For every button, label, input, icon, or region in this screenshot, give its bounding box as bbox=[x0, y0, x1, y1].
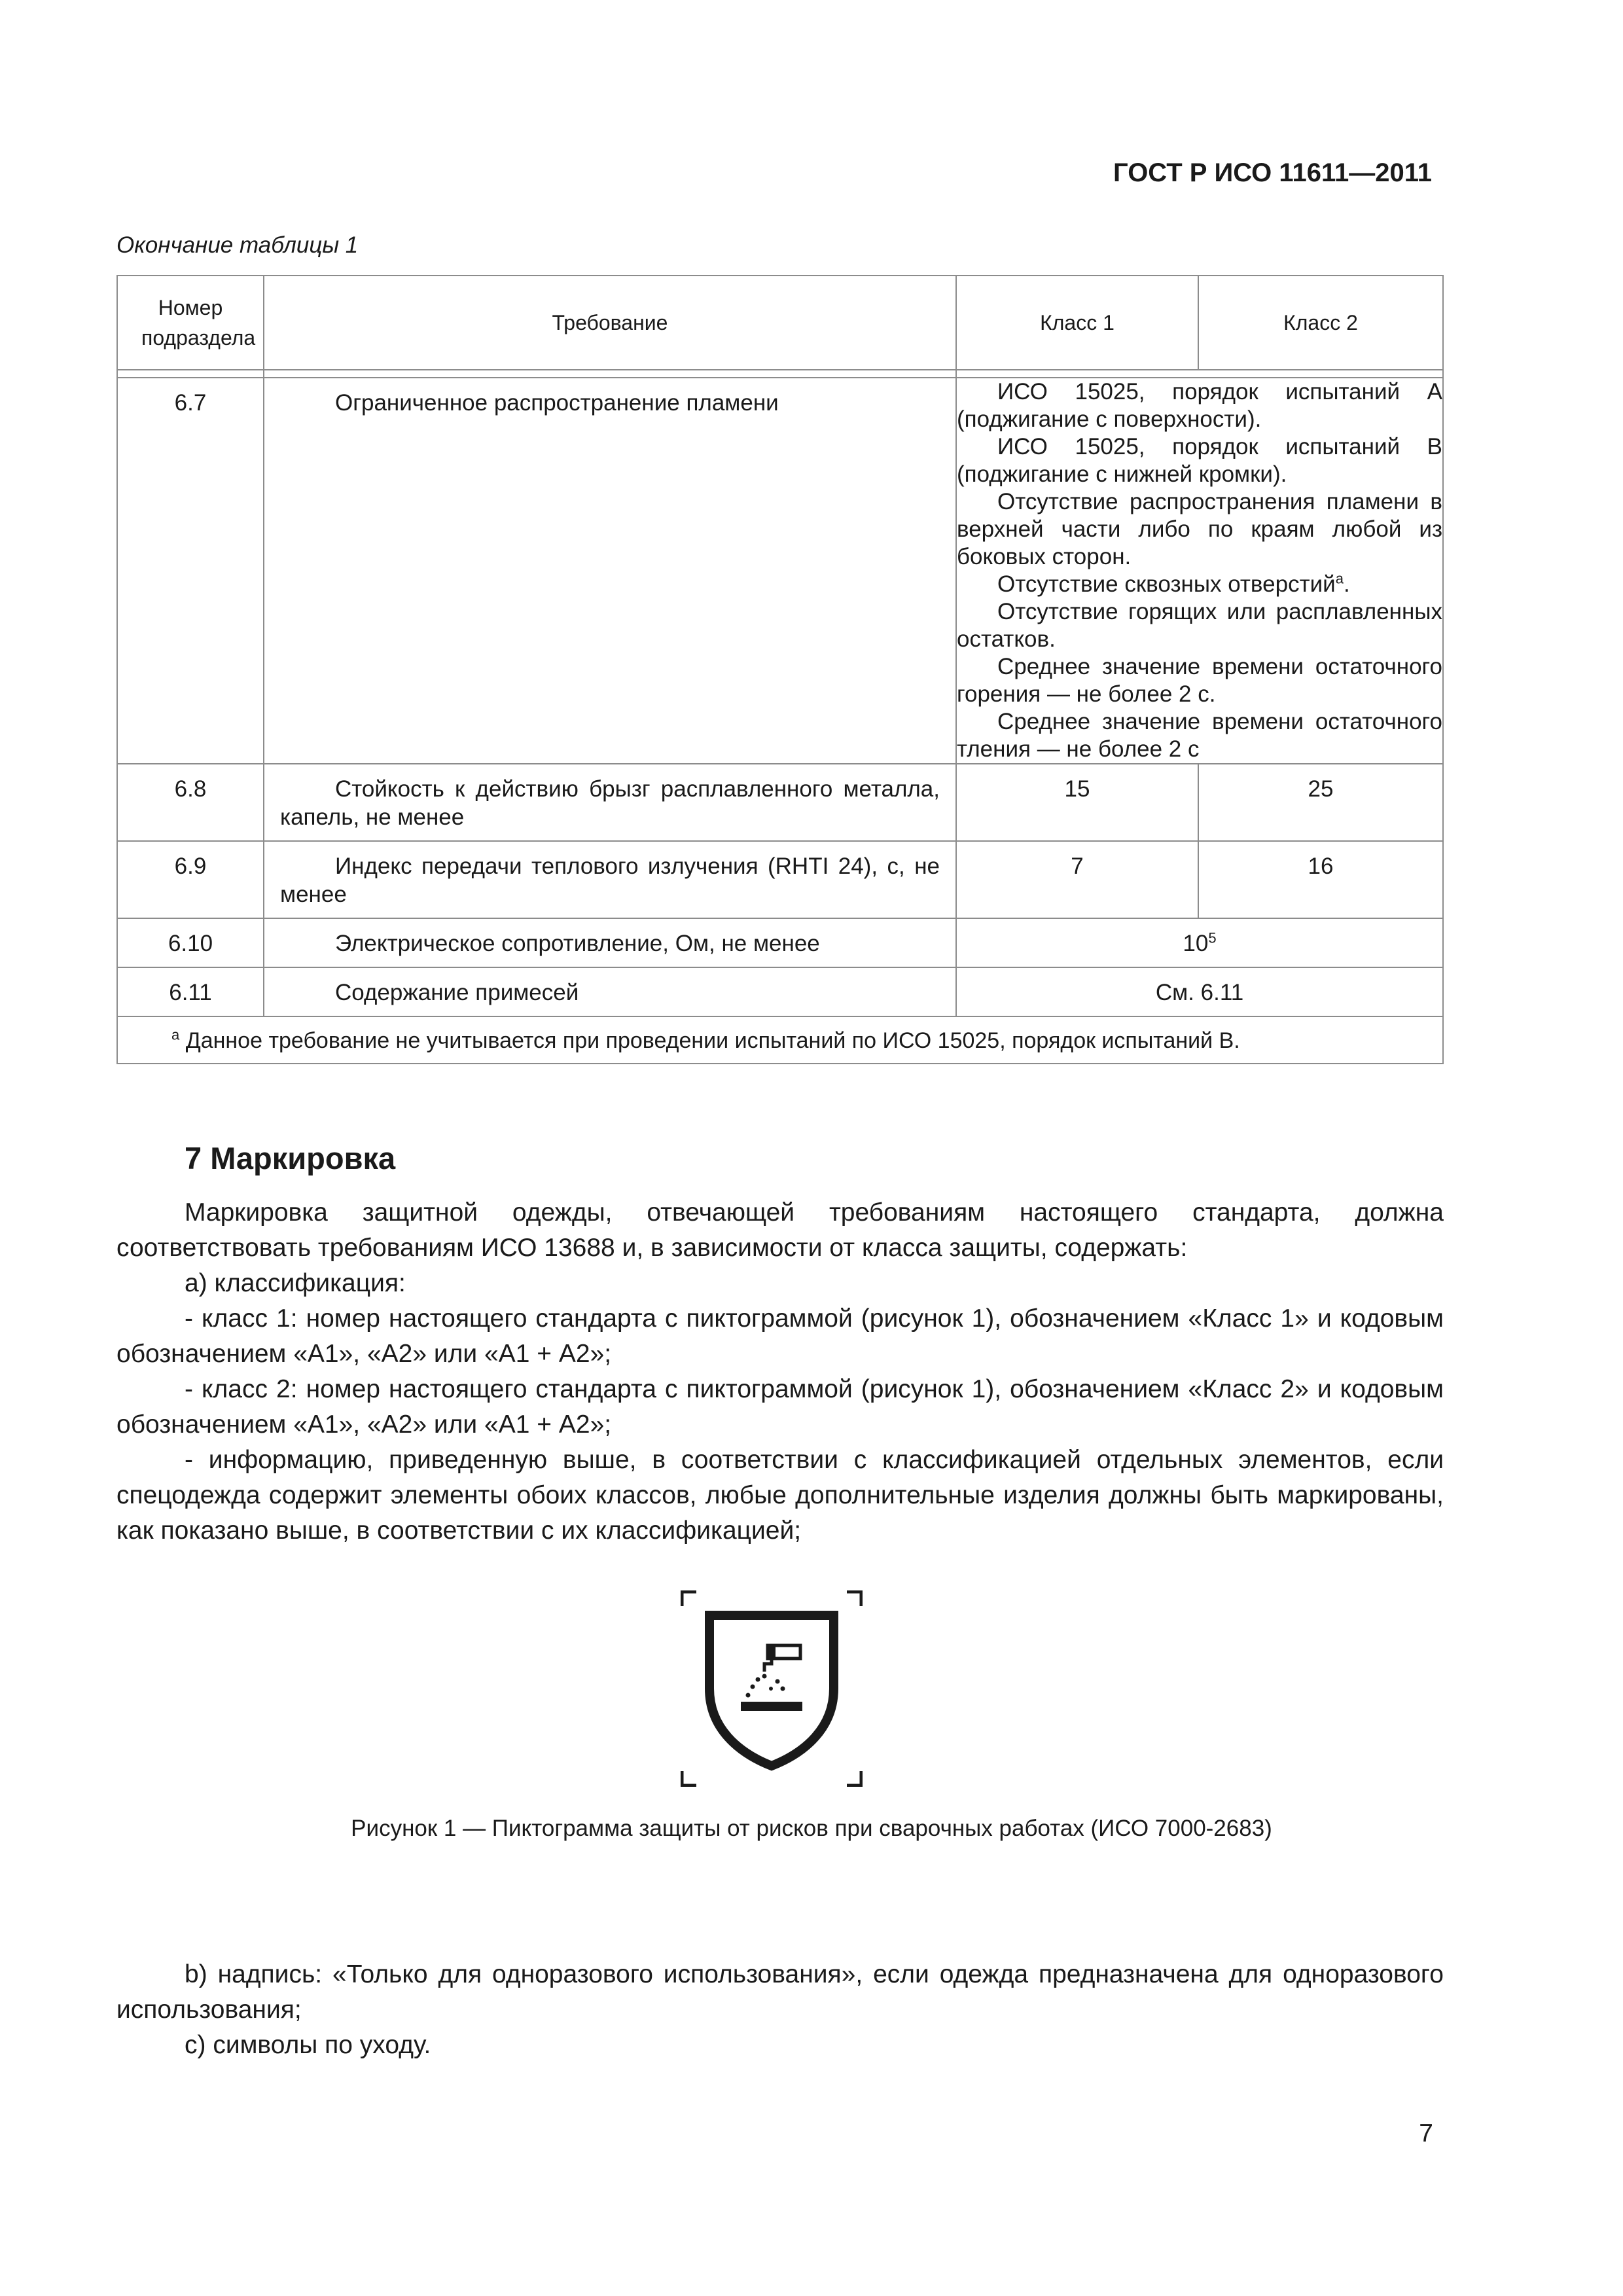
list-item: - информацию, приведенную выше, в соответствии с классификацией отдельных элементов, если спецодежда содержит элементы обоих классов, любые дополнительные изделия должны быть маркированы, как показано выше, в соответствии с их классификацией; bbox=[116, 1446, 1444, 1545]
table-row bbox=[117, 967, 1443, 1016]
table-row bbox=[117, 378, 1443, 764]
list-item: - класс 2: номер настоящего стандарта с пиктограммой (рисунок 1), обозначением «Класс 2» и кодовым обозначением «А1», «А2» или «А1 + А2»; bbox=[116, 1375, 1444, 1439]
section-body-continued bbox=[116, 1957, 1444, 2063]
footnote-mark: a bbox=[1335, 570, 1344, 587]
table-row bbox=[117, 841, 1443, 918]
list-item: c) символы по уходу. bbox=[185, 2031, 431, 2059]
row-merged-value: ИСО 15025, порядок испытаний А (поджигание с поверхности). ИСО 15025, порядок испытаний В (поджигание с нижней кромки). Отсутствие распространения пламени в верхней части либо по краям любой из боковых сторон. Отсутствие сквозных отверстий$^a$. Отсутствие горящих или расплавленных остатков. Среднее значение времени остаточного горения — не более 2 с. Среднее значение времени остаточного тления — не более 2 с bbox=[956, 378, 1443, 764]
table-caption: Окончание таблицы 1 bbox=[116, 232, 359, 258]
table-header-row bbox=[117, 276, 1443, 370]
row-requirement: Содержание примесей bbox=[335, 980, 579, 1005]
welding-protection-pictogram-icon bbox=[681, 1590, 863, 1787]
row-merged-value: См. 6.11 bbox=[1155, 980, 1244, 1005]
list-item: b) надпись: «Только для одноразового использования», если одежда предназначена для одноразового использования; bbox=[116, 1960, 1444, 2024]
row-class-2: 16 bbox=[1308, 853, 1334, 879]
row-merged-value: $10^5$ bbox=[1183, 929, 1217, 956]
list-item: а) классификация: bbox=[185, 1269, 406, 1297]
header-class-2: Класс 2 bbox=[1198, 276, 1443, 370]
figure-caption: Рисунок 1 — Пиктограмма защиты от рисков при сварочных работах (ИСО 7000-2683) bbox=[351, 1816, 1272, 1841]
row-number: 6.10 bbox=[168, 931, 213, 956]
section-body bbox=[116, 1195, 1444, 1549]
header-class-1: Класс 1 bbox=[956, 276, 1198, 370]
row-number: 6.9 bbox=[174, 853, 207, 879]
table-footnote: $^a$ Данное требование не учитывается при проведении испытаний по ИСО 15025, порядок испытаний В. bbox=[171, 1026, 1240, 1053]
document-id: ГОСТ Р ИСО 11611—2011 bbox=[1113, 158, 1432, 187]
table-row bbox=[117, 764, 1443, 841]
list-item: - класс 1: номер настоящего стандарта с пиктограммой (рисунок 1), обозначением «Класс 1» и кодовым обозначением «А1», «А2» или «А1 + А2»; bbox=[116, 1304, 1444, 1368]
row-class-1: 7 bbox=[1071, 853, 1084, 879]
row-number: 6.8 bbox=[174, 776, 207, 802]
requirements-table bbox=[116, 275, 1444, 1064]
row-requirement: Ограниченное распространение пламени bbox=[335, 390, 779, 416]
paragraph: Маркировка защитной одежды, отвечающей требованиям настоящего стандарта, должна соответствовать требованиям ИСО 13688 и, в зависимости от класса защиты, содержать: bbox=[116, 1198, 1444, 1262]
row-requirement: Стойкость к действию брызг расплавленного металла, капель, не менее bbox=[280, 776, 940, 830]
table-footnote-row bbox=[117, 1016, 1443, 1064]
row-number: 6.7 bbox=[174, 390, 207, 416]
header-requirement: Требование bbox=[264, 276, 956, 370]
table-header-separator bbox=[117, 370, 1443, 378]
row-class-2: 25 bbox=[1308, 776, 1334, 802]
section-title: 7 Маркировка bbox=[185, 1141, 396, 1175]
row-number: 6.11 bbox=[169, 980, 212, 1005]
page-number: 7 bbox=[1419, 2119, 1433, 2147]
row-requirement: Индекс передачи теплового излучения (RHTI 24), с, не менее bbox=[280, 853, 940, 907]
table-row bbox=[117, 918, 1443, 967]
header-number: Номер подраздела bbox=[117, 276, 264, 370]
row-class-1: 15 bbox=[1064, 776, 1090, 802]
row-requirement: Электрическое сопротивление, Ом, не менее bbox=[335, 931, 820, 956]
